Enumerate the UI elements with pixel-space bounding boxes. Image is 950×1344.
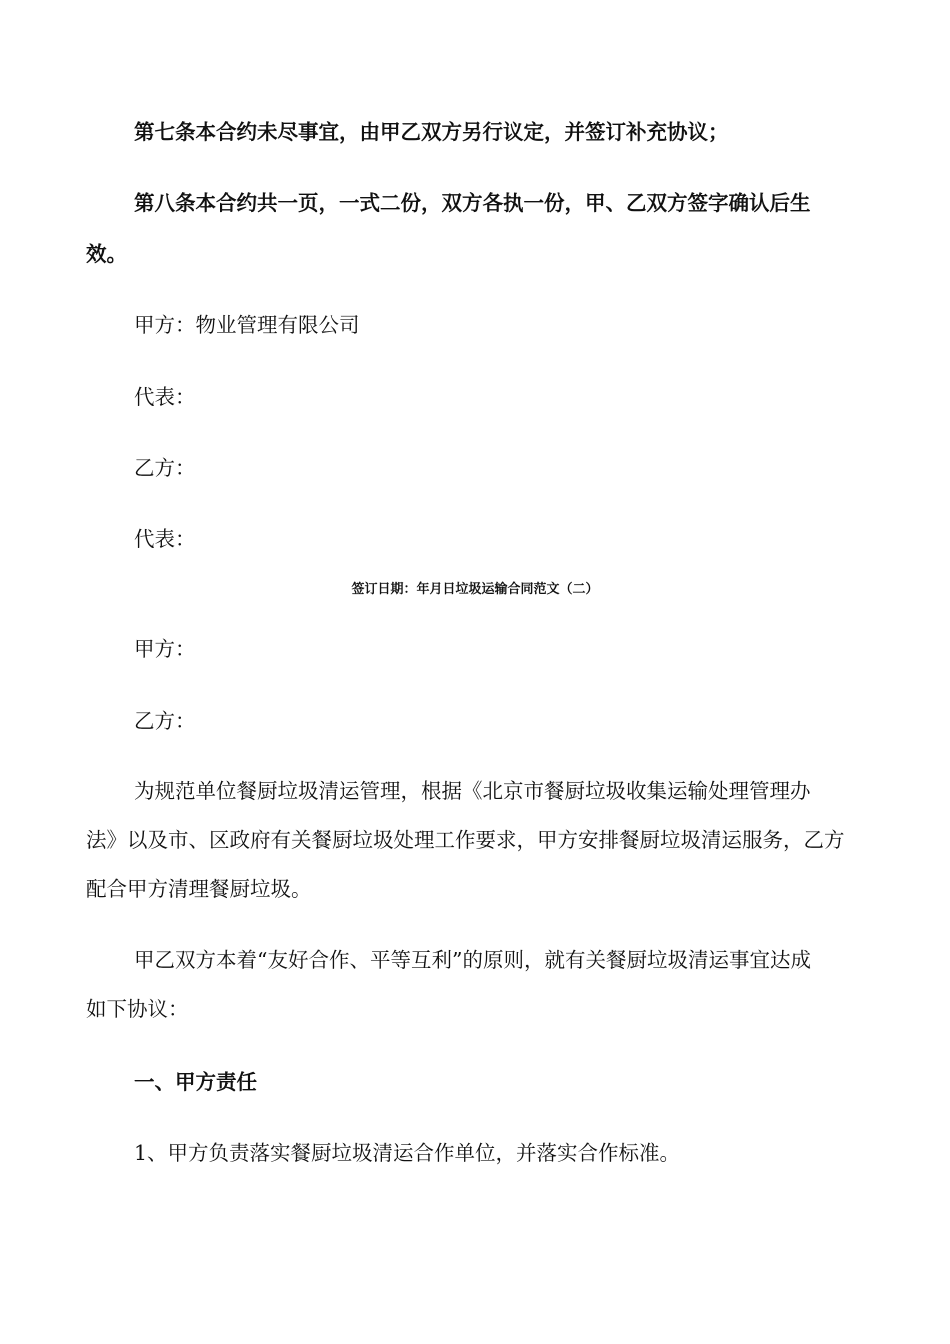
party-a-company: 甲方：物业管理有限公司 [134, 313, 360, 337]
party-b-label-2: 乙方： [134, 709, 196, 733]
representative-label-1: 代表： [134, 385, 196, 409]
paragraph-2-line-1: 甲乙双方本着“友好合作、平等互利”的原则，就有关餐厨垃圾清运事宜达成 [134, 948, 811, 972]
article-8-line-2: 效。 [86, 242, 127, 266]
party-b-label-1: 乙方： [134, 456, 196, 480]
paragraph-1-line-3: 配合甲方清理餐厨垃圾。 [86, 877, 312, 901]
paragraph-1-line-1: 为规范单位餐厨垃圾清运管理，根据《北京市餐厨垃圾收集运输处理管理办 [134, 779, 811, 803]
article-8-line-1: 第八条本合约共一页，一式二份，双方各执一份，甲、乙双方签字确认后生 [134, 191, 811, 215]
sign-date-heading: 签订日期：年月日垃圾运输合同范文（二） [351, 582, 599, 597]
section-1-title: 一、甲方责任 [134, 1070, 257, 1094]
representative-label-2: 代表： [134, 527, 196, 551]
party-a-label-2: 甲方： [134, 637, 196, 661]
article-7: 第七条本合约未尽事宜，由甲乙双方另行议定，并签订补充协议； [134, 120, 729, 144]
item-1: 1、甲方负责落实餐厨垃圾清运合作单位，并落实合作标准。 [134, 1141, 681, 1165]
paragraph-1-line-2: 法》以及市、区政府有关餐厨垃圾处理工作要求，甲方安排餐厨垃圾清运服务，乙方 [86, 828, 845, 852]
paragraph-2-line-2: 如下协议： [86, 997, 189, 1021]
